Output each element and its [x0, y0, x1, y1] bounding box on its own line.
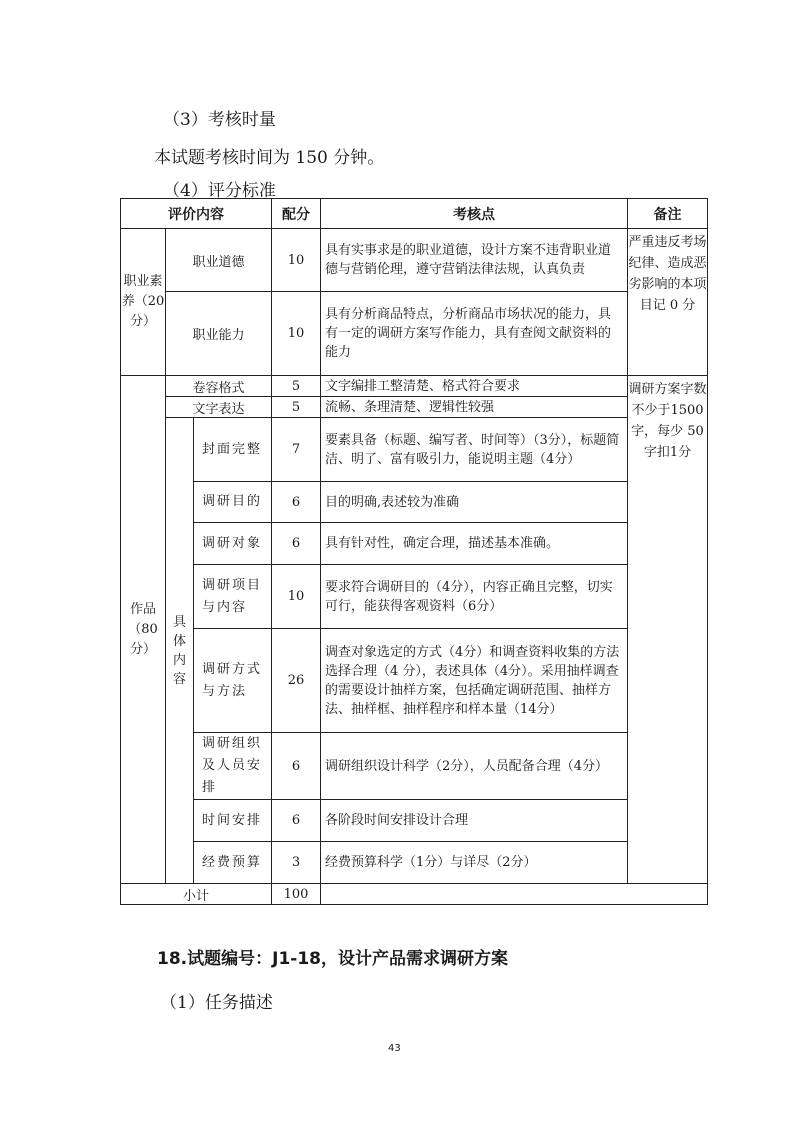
table-row — [121, 229, 708, 292]
item-score: 3 — [272, 842, 321, 884]
item-score: 6 — [272, 800, 321, 842]
item-name: 调研目的 — [194, 482, 272, 523]
table-row — [121, 733, 708, 800]
task-description-heading: （1）任务描述 — [160, 993, 273, 1013]
header-points: 考核点 — [321, 199, 628, 229]
table-row — [121, 565, 708, 629]
category-work: 作品（80分） — [121, 376, 166, 884]
subtotal-label: 小计 — [121, 884, 272, 905]
item-score: 7 — [272, 418, 321, 482]
header-score: 配分 — [272, 199, 321, 229]
item-points: 具有实事求是的职业道德，设计方案不违背职业道德与营销伦理，遵守营销法律法规，认真负责 — [321, 229, 628, 292]
item-points: 具有针对性，确定合理，描述基本准确。 — [321, 523, 628, 565]
table-row — [121, 397, 708, 418]
table-row — [121, 418, 708, 482]
table-header-row — [121, 199, 708, 229]
item-points: 文字编排工整清楚、格式符合要求 — [321, 376, 628, 397]
header-remarks: 备注 — [628, 199, 708, 229]
item-name: 卷容格式 — [166, 376, 272, 397]
table-row — [121, 376, 708, 397]
item-name: 文字表达 — [166, 397, 272, 418]
item-points: 经费预算科学（1分）与详尽（2分） — [321, 842, 628, 884]
item-score: 10 — [272, 229, 321, 292]
item-points: 具有分析商品特点，分析商品市场状况的能力，具有一定的调研方案写作能力，具有查阅文献资料的能力 — [321, 292, 628, 376]
item-score: 6 — [272, 733, 321, 800]
item-score: 5 — [272, 397, 321, 418]
remark-professional: 严重违反考场纪律、造成恶劣影响的本项目记 0 分 — [628, 229, 708, 376]
subtotal-empty — [321, 884, 708, 905]
item-score: 6 — [272, 482, 321, 523]
item-score: 10 — [272, 292, 321, 376]
item-points: 调研组织设计科学（2分），人员配备合理（4分） — [321, 733, 628, 800]
item-score: 6 — [272, 523, 321, 565]
subtotal-row — [121, 884, 708, 905]
item-points: 要求符合调研目的（4分），内容正确且完整，切实可行，能获得客观资料（6分） — [321, 565, 628, 629]
section4-heading: （4）评分标准 — [163, 181, 276, 201]
item-name: 调研项目与内容 — [194, 565, 272, 629]
table-row — [121, 629, 708, 733]
item-score: 10 — [272, 565, 321, 629]
item-name: 调研组织及人员安排 — [194, 733, 272, 800]
table-row — [121, 292, 708, 376]
table-row — [121, 482, 708, 523]
detail-label-text: 具体内容 — [172, 614, 186, 687]
item-points: 各阶段时间安排设计合理 — [321, 800, 628, 842]
item-name: 时间安排 — [194, 800, 272, 842]
table-row — [121, 523, 708, 565]
category-professional: 职业素养（20分） — [121, 229, 166, 376]
table-row — [121, 800, 708, 842]
item-points: 目的明确,表述较为准确 — [321, 482, 628, 523]
exam-time-text: 本试题考核时间为 150 分钟。 — [154, 148, 385, 168]
table-row — [121, 842, 708, 884]
item-score: 26 — [272, 629, 321, 733]
page-number: 43 — [388, 1043, 401, 1054]
subtotal-value: 100 — [272, 884, 321, 905]
item-name: 经费预算 — [194, 842, 272, 884]
remark-work: 调研方案字数不少于1500字，每少 50 字扣1分 — [628, 376, 708, 884]
item-name: 调研方式与方法 — [194, 629, 272, 733]
item-points: 要素具备（标题、编写者、时间等）（3分），标题简洁、明了、富有吸引力，能说明主题（4分） — [321, 418, 628, 482]
item-name: 职业道德 — [166, 229, 272, 292]
scoring-table — [120, 198, 708, 905]
header-content: 评价内容 — [121, 199, 272, 229]
detail-label — [166, 418, 194, 884]
item-name: 封面完整 — [194, 418, 272, 482]
item-name: 调研对象 — [194, 523, 272, 565]
item-name: 职业能力 — [166, 292, 272, 376]
item-points: 流畅、条理清楚、逻辑性较强 — [321, 397, 628, 418]
section3-heading: （3）考核时量 — [163, 110, 276, 130]
section18-heading: 18.试题编号：J1-18，设计产品需求调研方案 — [157, 949, 508, 969]
item-score: 5 — [272, 376, 321, 397]
item-points: 调查对象选定的方式（4分）和调查资料收集的方法选择合理（4 分），表述具体（4分）。采用抽样调查的需要设计抽样方案，包括确定调研范围、抽样方法、抽样框、抽样程序和样本量（14分） — [321, 629, 628, 733]
